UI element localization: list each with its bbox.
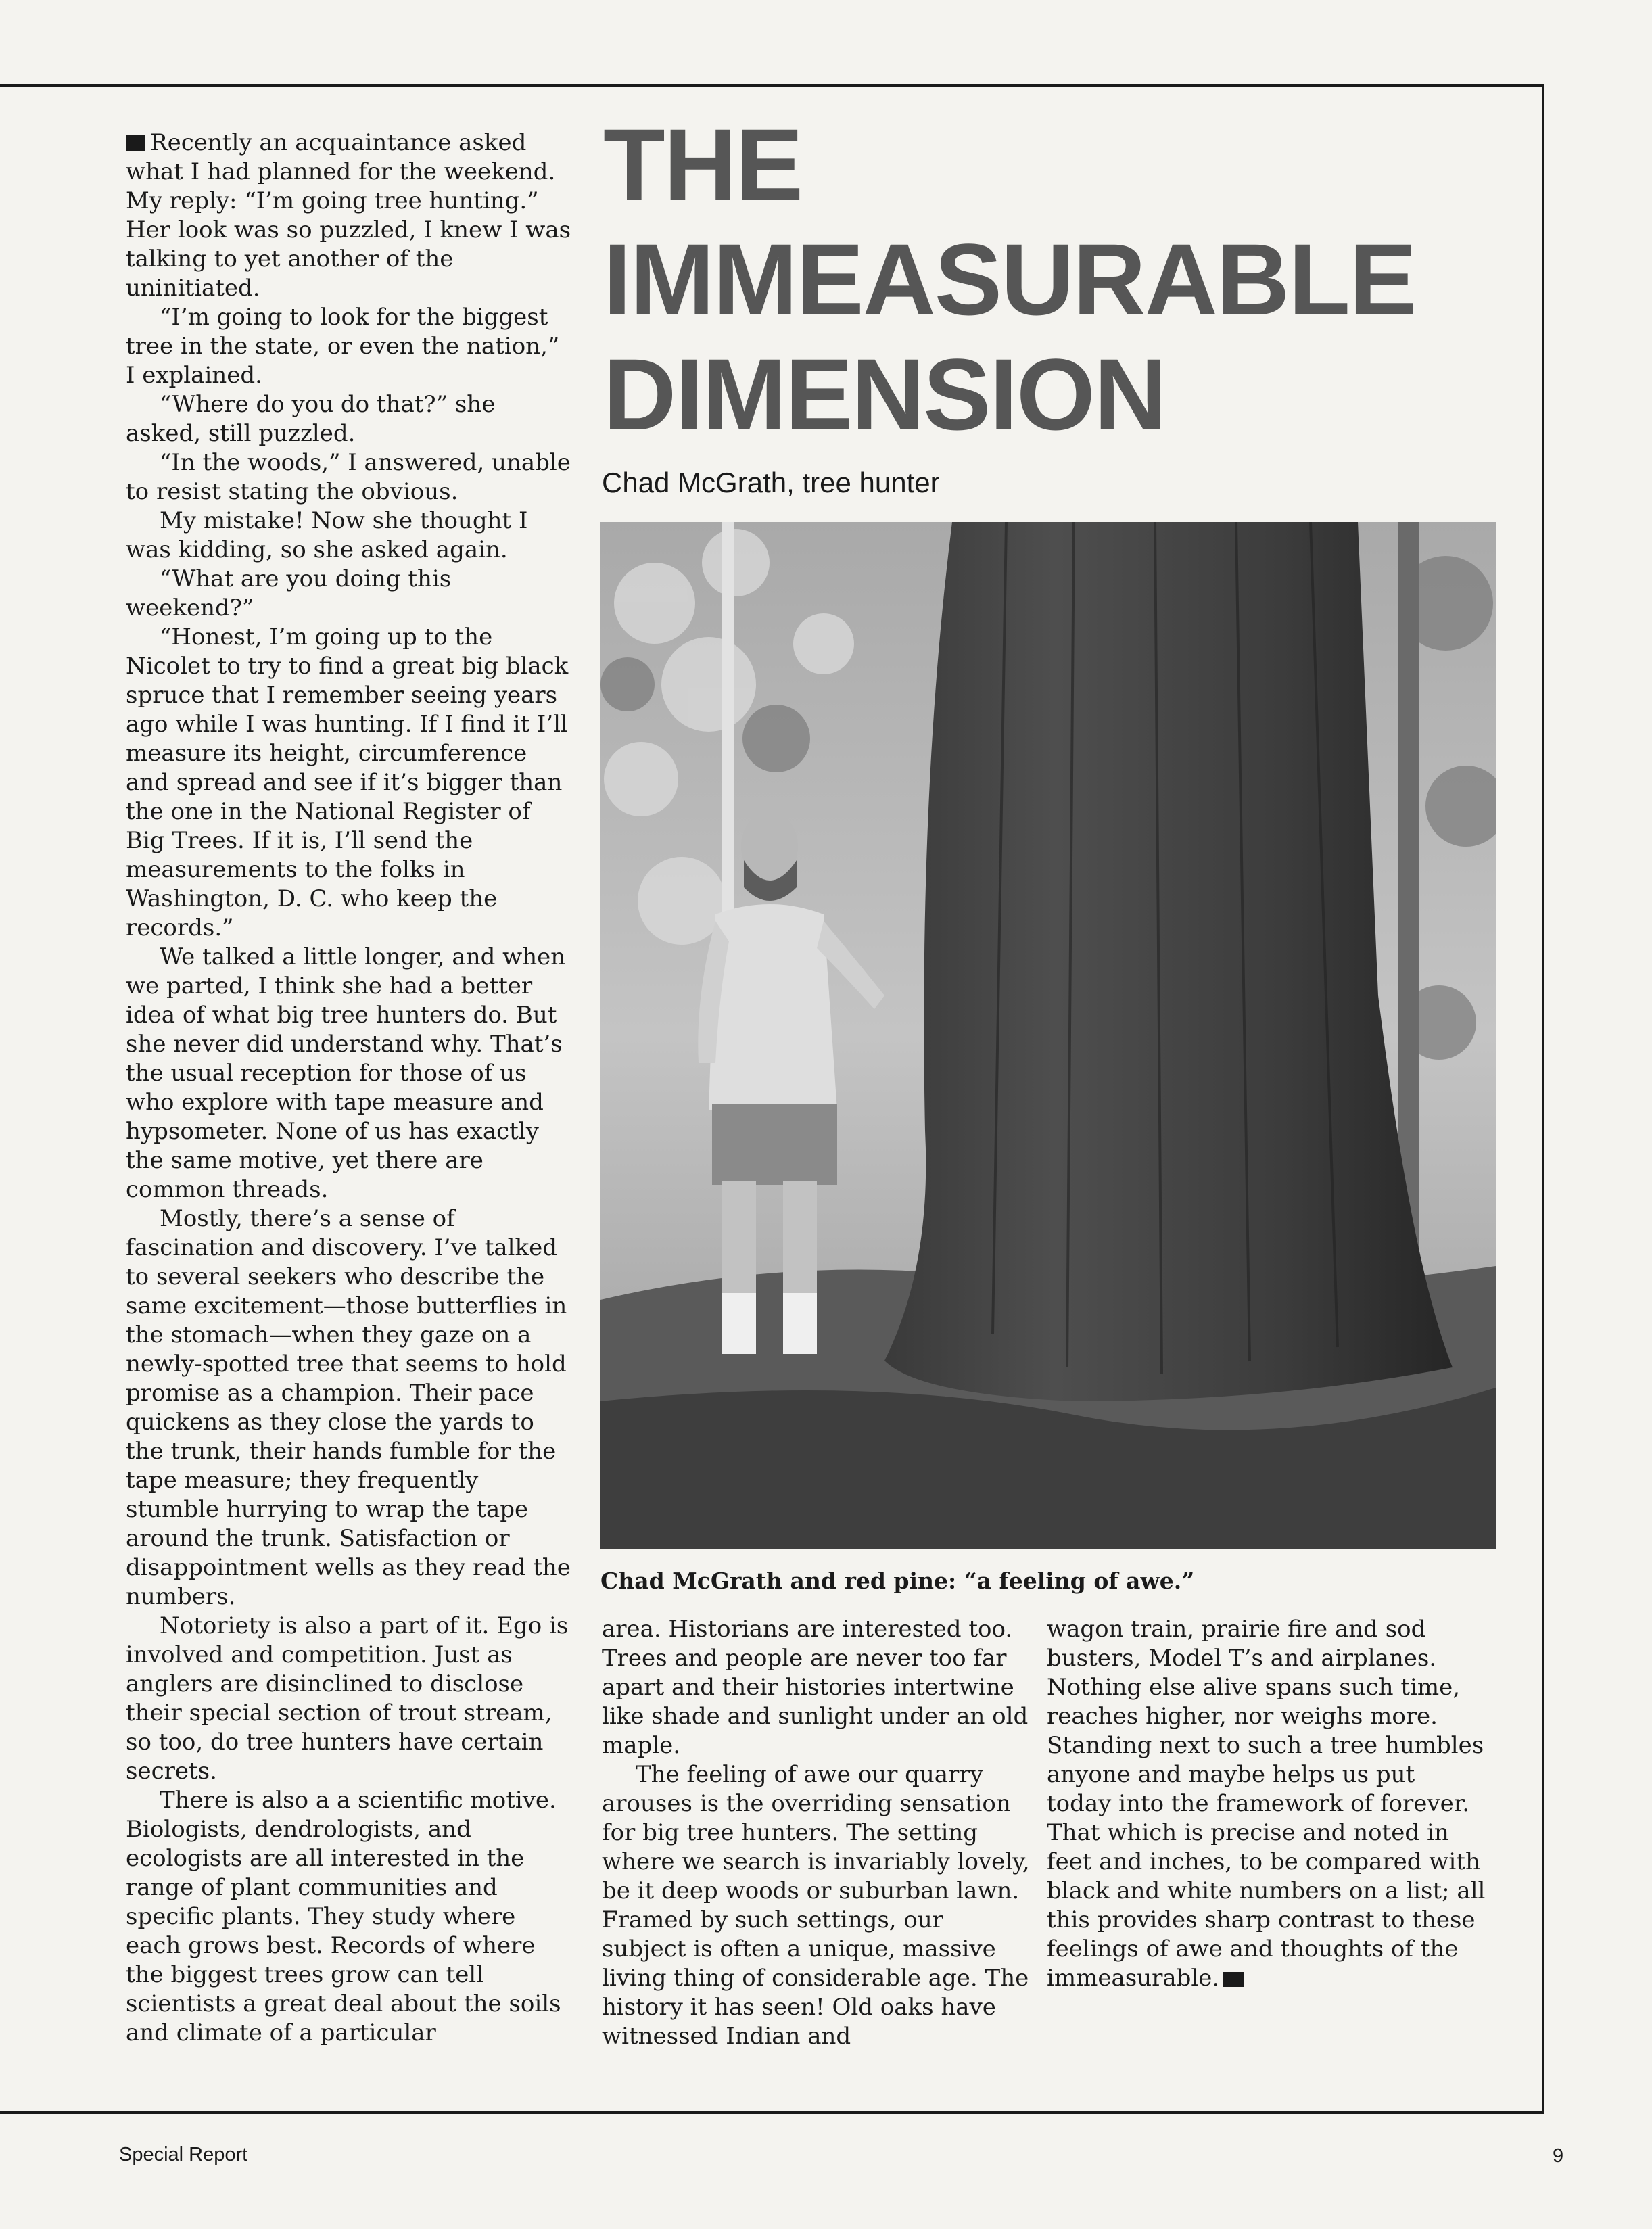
page-number: 9 [1553,2145,1564,2167]
start-bullet-icon [126,135,145,151]
paragraph: Mostly, there’s a sense of fascination and discovery. I’ve talked to several seekers who describe the same excitement—those butterflies in the stomach—when they gaze on a newly-spotted tree that seems to hold promise as a champion. Their pace quickens as they close the yards to the trunk, their hands fumble for the tape measure; they frequently stumble hurrying to wrap the tape around the trunk. Satisfaction or disappointment wells as they read the numbers. [126,1205,571,1610]
paragraph: area. Historians are interested too. Trees and people are never too far apart and their histories intertwine like shade and sunlight under an old maple. [602,1616,1029,1759]
paragraph: Recently an acquaintance asked what I had planned for the weekend. My reply: “I’m going tree hunting.” Her look was so puzzled, I knew I was talking to yet another of the uninitiated. [126,129,571,302]
end-mark-icon [1223,1972,1244,1987]
paragraph: “In the woods,” I answered, unable to resist stating the obvious. [126,449,571,505]
headline-line-2: IMMEASURABLE [603,222,1415,336]
article-headline [603,107,1503,452]
photo-caption: Chad McGrath and red pine: “a feeling of awe.” [600,1568,1195,1594]
tree-photo-illustration [600,522,1496,1549]
article-column-2 [602,1615,1035,2051]
paragraph: “I’m going to look for the biggest tree in the state, or even the nation,” I explained. [126,304,560,389]
paragraph: There is also a a scientific motive. Biologists, dendrologists, and ecologists are all interested in the range of plant communities and specific plants. They study where each grows best. Records of where the biggest trees grow can tell scientists a great deal about the soils and climate of a particular [126,1787,561,2046]
paragraph: “What are you doing this weekend?” [126,565,452,621]
paragraph: “Where do you do that?” she asked, still puzzled. [126,391,496,447]
paragraph: Notoriety is also a part of it. Ego is involved and competition. Just as anglers are disinclined to disclose their special section of trout stream, so too, do tree hunters have certain secrets. [126,1612,569,1785]
byline: Chad McGrath, tree hunter [602,467,940,498]
paragraph: “Honest, I’m going up to the Nicolet to try to find a great big black spruce that I remember seeing years ago while I was hunting. If I find it I’ll measure its height, circumference and spread and see if it’s bigger than the one in the National Register of Big Trees. If it is, I’ll send the measurements to the folks in Washington, D. C. who keep the records.” [126,624,569,941]
article-column-3 [1047,1615,1486,1993]
paragraph: My mistake! Now she thought I was kidding, so she asked again. [126,507,528,563]
headline-line-3: DIMENSION [603,337,1166,451]
article-column-1 [126,128,572,2048]
paragraph: The feeling of awe our quarry arouses is the overriding sensation for big tree hunters. The setting where we search is invariably lovely, be it deep woods or suburban lawn. Framed by such settings, our subject is often a unique, massive living thing of considerable age. The history it has seen! Old oaks have witnessed Indian and [602,1761,1030,2050]
paragraph: We talked a little longer, and when we parted, I think she had a better idea of what big tree hunters do. But she never did understand why. That’s the usual reception for those of us who explore with tape measure and hypsometer. None of us has exactly the same motive, yet there are common threads. [126,943,566,1203]
paragraph: wagon train, prairie fire and sod busters, Model T’s and airplanes. Nothing else alive spans such time, reaches higher, nor weighs more. Standing next to such a tree humbles anyone and maybe helps us put today into the framework of forever. That which is precise and noted in feet and inches, to be compared with black and white numbers on a list; all this provides sharp contrast to these feelings of awe and thoughts of the immeasurable. [1047,1616,1486,1992]
footer-section-label: Special Report [119,2144,248,2165]
tree-photo [600,522,1496,1549]
headline-line-1: THE [603,108,802,221]
